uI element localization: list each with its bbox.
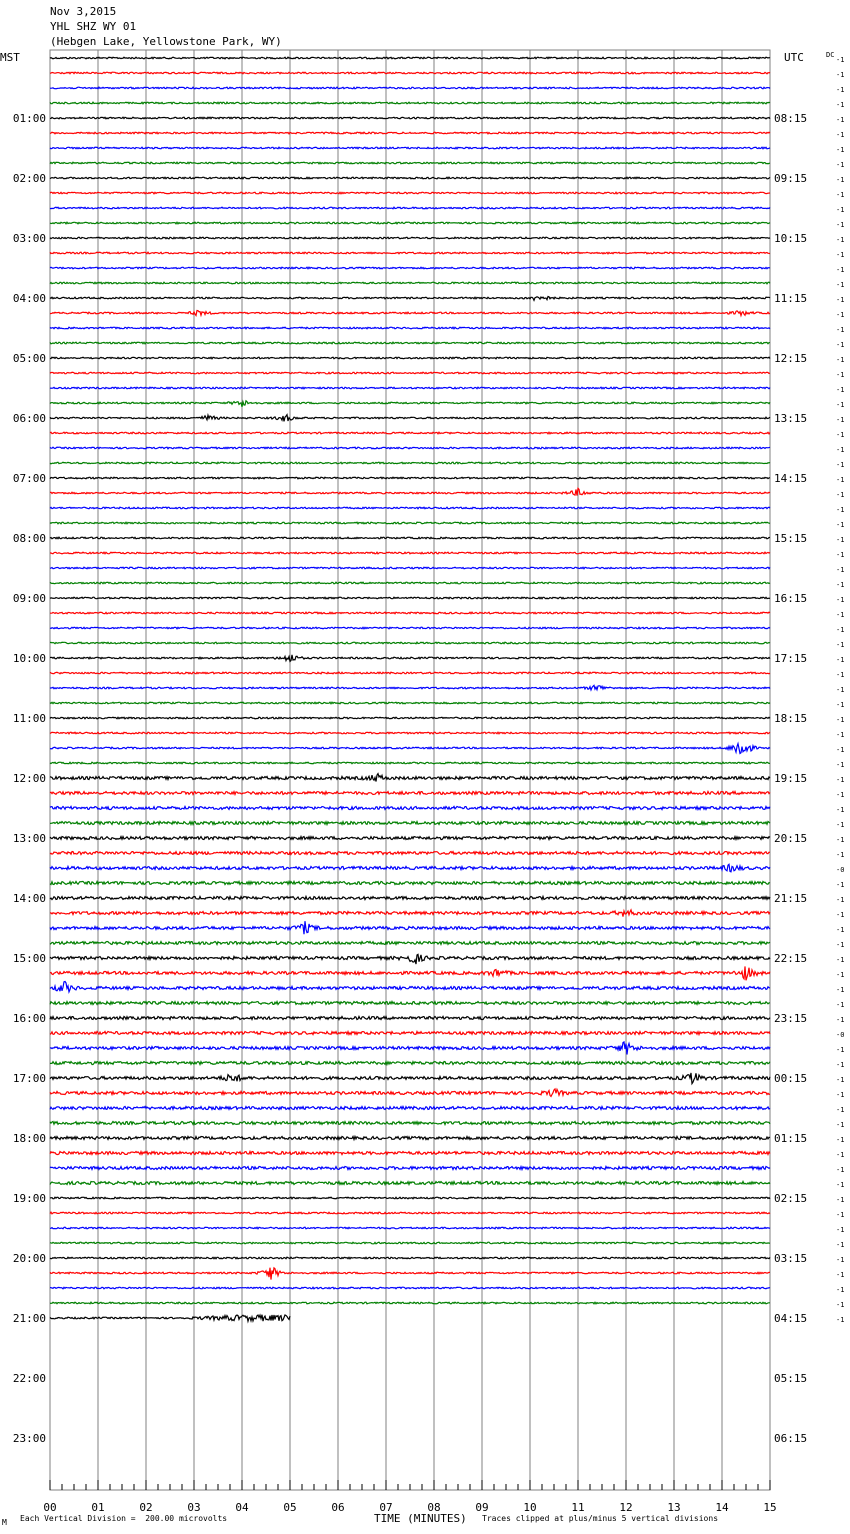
seismic-trace <box>50 177 770 179</box>
dc-offset-label: -1 <box>836 671 845 679</box>
mst-hour-label: 07:00 <box>12 472 46 485</box>
seismic-trace <box>50 117 770 119</box>
dc-offset-label: -1 <box>836 1136 845 1144</box>
x-tick-label: 02 <box>139 1501 153 1514</box>
seismic-trace <box>50 1137 770 1140</box>
dc-offset-label: -1 <box>836 1211 845 1219</box>
seismic-trace <box>50 1107 770 1110</box>
seismic-trace <box>50 1017 770 1020</box>
dc-offset-label: -1 <box>836 881 845 889</box>
seismic-trace <box>50 897 770 900</box>
dc-offset-label: -1 <box>836 791 845 799</box>
mst-hour-label: 13:00 <box>12 832 46 845</box>
seismic-trace <box>50 1268 770 1280</box>
dc-offset-label: -1 <box>836 641 845 649</box>
dc-offset-label: -1 <box>836 71 845 79</box>
mst-hour-label: 06:00 <box>12 412 46 425</box>
x-tick-label: 13 <box>667 1501 681 1514</box>
station-code: YHL SHZ WY 01 <box>50 20 137 33</box>
dc-offset-label: -1 <box>836 806 845 814</box>
utc-hour-label: 12:15 <box>774 352 808 365</box>
seismic-trace <box>50 1287 770 1289</box>
dc-offset-label: -1 <box>836 1301 845 1309</box>
dc-offset-label: -1 <box>836 1226 845 1234</box>
x-tick-label: 11 <box>571 1501 585 1514</box>
x-tick-label: 06 <box>331 1501 345 1514</box>
seismic-trace <box>50 717 770 719</box>
seismic-trace <box>50 147 770 149</box>
seismic-trace <box>50 582 770 584</box>
seismic-trace <box>50 1212 770 1214</box>
dc-offset-label: -1 <box>836 311 845 319</box>
dc-offset-label: -1 <box>836 1286 845 1294</box>
seismic-trace <box>50 252 770 254</box>
dc-offset-label: -1 <box>836 926 845 934</box>
seismic-trace <box>50 342 770 344</box>
dc-offset-label: -1 <box>836 1151 845 1159</box>
seismic-trace <box>50 982 770 992</box>
left-timezone-label: MST <box>0 51 20 64</box>
mst-hour-label: 09:00 <box>12 592 46 605</box>
mst-hour-label: 23:00 <box>12 1432 46 1445</box>
dc-offset-label: -1 <box>836 461 845 469</box>
mst-hour-label: 03:00 <box>12 232 46 245</box>
x-tick-label: 00 <box>43 1501 57 1514</box>
dc-offset-label: -1 <box>836 596 845 604</box>
dc-offset-label: -1 <box>836 371 845 379</box>
dc-offset-label: -1 <box>836 1316 845 1324</box>
dc-offset-label: -1 <box>836 956 845 964</box>
seismic-trace <box>50 744 770 754</box>
seismic-trace <box>50 552 770 554</box>
mst-hour-label: 12:00 <box>12 772 46 785</box>
dc-offset-label: -1 <box>836 836 845 844</box>
seismic-trace <box>50 612 770 614</box>
dc-offset-label: -0 <box>836 866 845 874</box>
seismic-trace <box>50 642 770 644</box>
dc-offset-label: -1 <box>836 1091 845 1099</box>
seismic-trace <box>50 942 770 945</box>
utc-hour-label: 13:15 <box>774 412 808 425</box>
mst-hour-label: 21:00 <box>12 1312 46 1325</box>
dc-offset-label: -1 <box>836 971 845 979</box>
seismic-trace <box>50 864 770 872</box>
mst-hour-label: 08:00 <box>12 532 46 545</box>
seismic-trace <box>50 477 770 479</box>
utc-hour-label: 02:15 <box>774 1192 808 1205</box>
dc-offset-label: -1 <box>836 716 845 724</box>
seismic-trace <box>50 267 770 269</box>
dc-offset-label: -1 <box>836 941 845 949</box>
dc-offset-label: -1 <box>836 1196 845 1204</box>
dc-offset-label: -1 <box>836 1166 845 1174</box>
mst-hour-label: 20:00 <box>12 1252 46 1265</box>
seismic-trace <box>50 297 770 301</box>
x-tick-label: 04 <box>235 1501 249 1514</box>
seismic-trace <box>50 837 770 840</box>
seismic-trace <box>50 1167 770 1170</box>
seismic-trace <box>50 1122 770 1125</box>
seismic-trace <box>50 1242 770 1244</box>
x-tick-label: 07 <box>379 1501 393 1514</box>
x-tick-label: 14 <box>715 1501 729 1514</box>
seismic-trace <box>50 921 770 934</box>
seismic-trace <box>50 237 770 239</box>
dc-offset-label: -1 <box>836 821 845 829</box>
utc-hour-label: 09:15 <box>774 172 808 185</box>
seismic-trace <box>50 732 770 734</box>
dc-offset-label: -1 <box>836 401 845 409</box>
dc-offset-label: -1 <box>836 746 845 754</box>
seismic-trace <box>50 311 770 316</box>
utc-hour-label: 20:15 <box>774 832 808 845</box>
mst-hour-label: 17:00 <box>12 1072 46 1085</box>
seismic-trace <box>50 1062 770 1065</box>
seismic-trace <box>50 567 770 569</box>
dc-offset-label: -1 <box>836 656 845 664</box>
seismic-trace <box>50 597 770 599</box>
dc-offset-label: -1 <box>836 131 845 139</box>
dc-offset-label: -1 <box>836 1076 845 1084</box>
corner-mark: M <box>2 1518 7 1527</box>
mst-hour-label: 18:00 <box>12 1132 46 1145</box>
seismic-trace <box>50 207 770 209</box>
dc-offset-label: -1 <box>836 386 845 394</box>
dc-offset-label: -1 <box>836 341 845 349</box>
mst-hour-label: 02:00 <box>12 172 46 185</box>
x-tick-label: 15 <box>763 1501 777 1514</box>
utc-hour-label: 22:15 <box>774 952 808 965</box>
utc-hour-label: 15:15 <box>774 532 808 545</box>
seismic-trace <box>50 537 770 539</box>
dc-offset-label: -1 <box>836 86 845 94</box>
seismic-trace <box>50 102 770 104</box>
x-tick-label: 08 <box>427 1501 441 1514</box>
utc-hour-label: 11:15 <box>774 292 808 305</box>
seismic-trace <box>50 1042 770 1055</box>
utc-hour-label: 03:15 <box>774 1252 808 1265</box>
dc-offset-label: -1 <box>836 266 845 274</box>
seismic-trace <box>50 672 770 674</box>
dc-offset-label: -1 <box>836 446 845 454</box>
dc-offset-label: -1 <box>836 236 845 244</box>
seismic-trace <box>50 852 770 855</box>
dc-offset-label: -1 <box>836 506 845 514</box>
dc-offset-label: -1 <box>836 776 845 784</box>
dc-offset-label: -1 <box>836 896 845 904</box>
utc-hour-label: 10:15 <box>774 232 808 245</box>
clip-note: Traces clipped at plus/minus 5 vertical divisions <box>482 1514 719 1523</box>
dc-offset-label: -1 <box>836 101 845 109</box>
dc-offset-label: -1 <box>836 1121 845 1129</box>
mst-hour-label: 15:00 <box>12 952 46 965</box>
seismic-trace <box>50 954 770 964</box>
dc-offset-label: -1 <box>836 521 845 529</box>
mst-hour-label: 22:00 <box>12 1372 46 1385</box>
station-location: (Hebgen Lake, Yellowstone Park, WY) <box>50 35 282 48</box>
seismic-trace <box>50 807 770 810</box>
seismic-trace <box>50 507 770 509</box>
x-tick-label: 01 <box>91 1501 105 1514</box>
dc-offset-label: -1 <box>836 251 845 259</box>
dc-offset-label: -1 <box>836 1061 845 1069</box>
seismic-trace <box>50 1032 770 1035</box>
dc-offset-label: -1 <box>836 626 845 634</box>
seismic-trace <box>50 1315 290 1322</box>
dc-offset-label: -1 <box>836 206 845 214</box>
utc-hour-label: 08:15 <box>774 112 808 125</box>
utc-hour-label: 17:15 <box>774 652 808 665</box>
dc-label: DC <box>826 51 835 59</box>
utc-hour-label: 19:15 <box>774 772 808 785</box>
utc-hour-label: 18:15 <box>774 712 808 725</box>
dc-offset-label: -1 <box>836 731 845 739</box>
dc-offset-label: -1 <box>836 1016 845 1024</box>
seismic-trace <box>50 327 770 329</box>
seismic-trace <box>50 1182 770 1185</box>
dc-offset-label: -1 <box>836 1106 845 1114</box>
utc-hour-label: 14:15 <box>774 472 808 485</box>
dc-offset-label: -1 <box>836 476 845 484</box>
seismic-trace <box>50 415 770 422</box>
dc-offset-label: -1 <box>836 701 845 709</box>
x-tick-label: 09 <box>475 1501 489 1514</box>
seismic-trace <box>50 162 770 164</box>
seismic-trace <box>50 72 770 74</box>
seismic-trace <box>50 132 770 134</box>
dc-offset-label: -1 <box>836 431 845 439</box>
seismic-trace <box>50 1089 770 1097</box>
dc-offset-label: -0 <box>836 1031 845 1039</box>
dc-offset-label: -1 <box>836 191 845 199</box>
mst-hour-label: 19:00 <box>12 1192 46 1205</box>
seismic-trace <box>50 1152 770 1155</box>
mst-hour-label: 10:00 <box>12 652 46 665</box>
dc-offset-label: -1 <box>836 1241 845 1249</box>
dc-offset-label: -1 <box>836 491 845 499</box>
x-tick-label: 05 <box>283 1501 297 1514</box>
dc-offset-label: -1 <box>836 326 845 334</box>
seismic-trace <box>50 792 770 795</box>
dc-offset-label: -1 <box>836 161 845 169</box>
dc-offset-label: -1 <box>836 611 845 619</box>
dc-offset-label: -1 <box>836 356 845 364</box>
scale-note: Each Vertical Division = 200.00 microvolts <box>20 1514 228 1523</box>
seismic-trace <box>50 462 770 464</box>
mst-hour-label: 04:00 <box>12 292 46 305</box>
utc-hour-label: 16:15 <box>774 592 808 605</box>
seismic-trace <box>50 1073 770 1084</box>
dc-offset-label: -1 <box>836 56 845 64</box>
dc-offset-label: -1 <box>836 1046 845 1054</box>
seismic-trace <box>50 57 770 59</box>
seismic-trace <box>50 774 770 782</box>
mst-hour-label: 01:00 <box>12 112 46 125</box>
plot-date: Nov 3,2015 <box>50 5 117 18</box>
dc-offset-label: -1 <box>836 566 845 574</box>
seismic-trace <box>50 685 770 690</box>
utc-hour-label: 00:15 <box>774 1072 808 1085</box>
x-axis-title: TIME (MINUTES) <box>374 1512 467 1525</box>
dc-offset-label: -1 <box>836 581 845 589</box>
seismic-trace <box>50 762 770 764</box>
seismic-trace <box>50 357 770 359</box>
dc-offset-label: -1 <box>836 176 845 184</box>
seismic-trace <box>50 966 770 980</box>
mst-hour-label: 16:00 <box>12 1012 46 1025</box>
seismic-trace <box>50 655 770 662</box>
utc-hour-label: 01:15 <box>774 1132 808 1145</box>
seismic-trace <box>50 822 770 825</box>
dc-offset-label: -1 <box>836 296 845 304</box>
seismic-trace <box>50 488 770 495</box>
x-tick-label: 12 <box>619 1501 633 1514</box>
seismic-trace <box>50 192 770 194</box>
seismic-trace <box>50 372 770 374</box>
dc-offset-label: -1 <box>836 1181 845 1189</box>
utc-hour-label: 05:15 <box>774 1372 808 1385</box>
dc-offset-label: -1 <box>836 116 845 124</box>
dc-offset-label: -1 <box>836 416 845 424</box>
seismic-trace <box>50 522 770 524</box>
dc-offset-label: -1 <box>836 221 845 229</box>
mst-hour-label: 11:00 <box>12 712 46 725</box>
mst-hour-label: 05:00 <box>12 352 46 365</box>
seismic-trace <box>50 1302 770 1304</box>
seismic-trace <box>50 282 770 284</box>
dc-offset-label: -1 <box>836 281 845 289</box>
utc-hour-label: 23:15 <box>774 1012 808 1025</box>
seismic-trace <box>50 910 770 917</box>
right-timezone-label: UTC <box>784 51 804 64</box>
dc-offset-label: -1 <box>836 1001 845 1009</box>
seismic-trace <box>50 1227 770 1229</box>
seismic-trace <box>50 447 770 449</box>
seismic-trace <box>50 882 770 885</box>
dc-offset-label: -1 <box>836 911 845 919</box>
utc-hour-label: 21:15 <box>774 892 808 905</box>
seismic-trace <box>50 1257 770 1259</box>
seismic-trace <box>50 401 770 407</box>
seismic-trace <box>50 222 770 224</box>
x-tick-label: 10 <box>523 1501 537 1514</box>
dc-offset-label: -1 <box>836 761 845 769</box>
dc-offset-label: -1 <box>836 1271 845 1279</box>
dc-offset-label: -1 <box>836 536 845 544</box>
dc-offset-label: -1 <box>836 551 845 559</box>
seismic-trace <box>50 1197 770 1199</box>
seismic-trace <box>50 387 770 389</box>
utc-hour-label: 04:15 <box>774 1312 808 1325</box>
dc-offset-label: -1 <box>836 986 845 994</box>
dc-offset-label: -1 <box>836 851 845 859</box>
utc-hour-label: 06:15 <box>774 1432 808 1445</box>
dc-offset-label: -1 <box>836 1256 845 1264</box>
x-tick-label: 03 <box>187 1501 201 1514</box>
seismic-trace <box>50 87 770 89</box>
seismic-trace <box>50 702 770 704</box>
dc-offset-label: -1 <box>836 146 845 154</box>
mst-hour-label: 14:00 <box>12 892 46 905</box>
seismic-trace <box>50 1002 770 1005</box>
seismic-trace <box>50 432 770 434</box>
dc-offset-label: -1 <box>836 686 845 694</box>
seismic-trace <box>50 627 770 629</box>
